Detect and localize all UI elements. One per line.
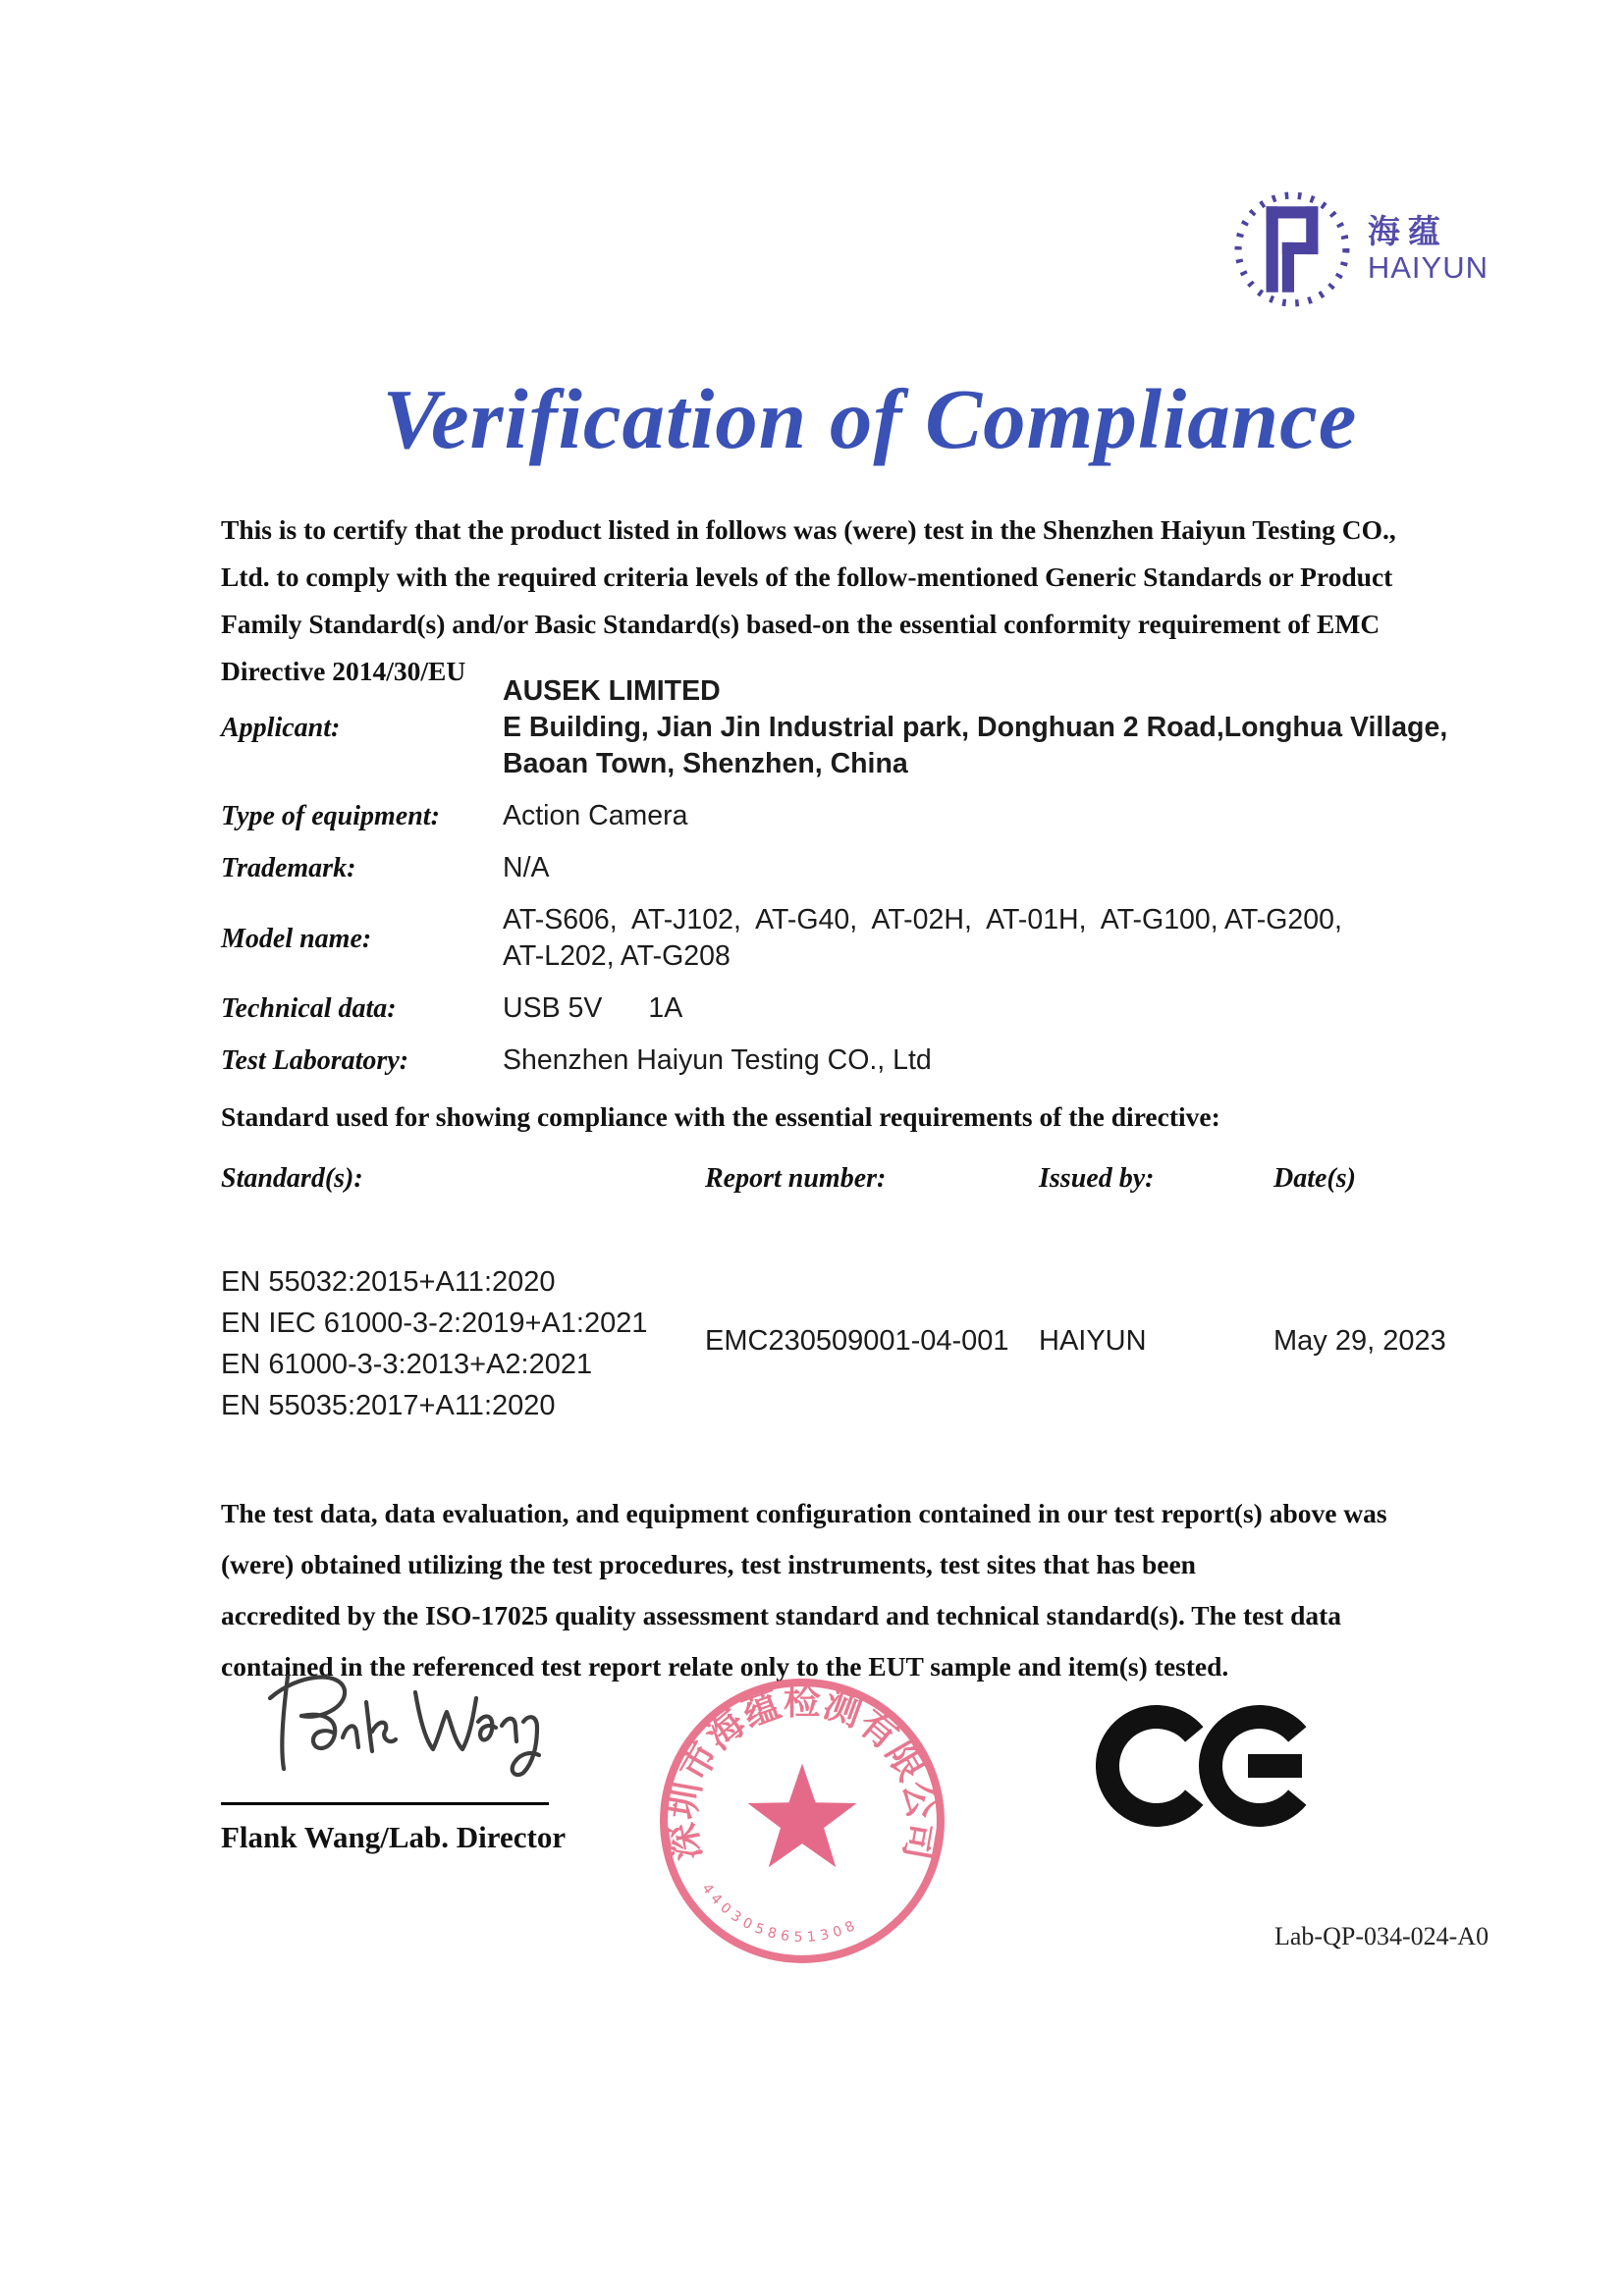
intro-line: This is to certify that the product listed in follows was (were) test in the Shenzhen Haiyun Testing CO.,: [221, 514, 1396, 545]
applicant-address-line: Baoan Town, Shenzhen, China: [503, 748, 908, 779]
standard-item: EN 61000-3-3:2013+A2:2021: [221, 1349, 593, 1380]
report-number-value: EMC230509001-04-001: [705, 1325, 1009, 1357]
technical-data-suffix: 1A: [648, 992, 683, 1024]
handwritten-signature-icon: [250, 1659, 555, 1796]
standards-table: [221, 1163, 1507, 1458]
standard-item: EN 55035:2017+A11:2020: [221, 1390, 556, 1421]
column-header-standards: Standard(s):: [221, 1163, 363, 1194]
standards-list: [221, 1261, 648, 1426]
field-test-laboratory: [221, 1042, 1507, 1079]
stamp-serial-number: 4403058651308: [698, 1881, 862, 1946]
standard-item: EN 55032:2015+A11:2020: [221, 1266, 556, 1298]
applicant-company: AUSEK LIMITED: [503, 675, 721, 707]
field-trademark: [221, 850, 1507, 886]
standards-heading: Standard used for showing compliance with the essential requirements of the directive:: [221, 1101, 1220, 1132]
trademark-label: Trademark:: [221, 853, 356, 883]
technical-data-prefix: USB 5V: [503, 992, 603, 1024]
model-name-label: Model name:: [221, 923, 372, 954]
model-name-value: [503, 902, 1342, 975]
intro-line: Family Standard(s) and/or Basic Standard(s) based-on the essential conformity requirement of EMC: [221, 609, 1380, 639]
closing-line: contained in the referenced test report relate only to the EUT sample and item(s) tested.: [221, 1651, 1229, 1682]
signature-line: [221, 1802, 549, 1805]
date-value: May 29, 2023: [1273, 1325, 1446, 1357]
logo-chinese-name: 海蕴: [1367, 212, 1448, 250]
field-model-name: [221, 902, 1507, 975]
column-header-issued-by: Issued by:: [1039, 1163, 1155, 1194]
closing-line: (were) obtained utilizing the test procedures, test instruments, test sites that has been: [221, 1549, 1196, 1579]
intro-paragraph: [221, 507, 1497, 695]
technical-data-value: [503, 990, 682, 1027]
applicant-address-line: E Building, Jian Jin Industrial park, Donghuan 2 Road,Longhua Village,: [503, 712, 1448, 743]
applicant-value: [503, 673, 1447, 782]
technical-data-label: Technical data:: [221, 993, 397, 1024]
standard-item: EN IEC 61000-3-2:2019+A1:2021: [221, 1308, 648, 1339]
document-number: Lab-QP-034-024-A0: [1274, 1922, 1489, 1950]
intro-line: Ltd. to comply with the required criteria levels of the follow-mentioned Generic Standards or Product: [221, 561, 1393, 592]
certificate-fields: [221, 673, 1507, 1095]
type-of-equipment-value: Action Camera: [503, 800, 688, 831]
trademark-value: N/A: [503, 852, 550, 883]
dc-voltage-symbol-icon: [610, 1003, 639, 1016]
haiyun-logo-icon: [1232, 189, 1352, 309]
field-type-of-equipment: [221, 798, 1507, 834]
applicant-label: Applicant:: [221, 713, 341, 743]
column-header-report-number: Report number:: [705, 1163, 887, 1194]
signatory-name-title: Flank Wang/Lab. Director: [221, 1820, 567, 1854]
intro-line: Directive 2014/30/EU: [221, 656, 466, 686]
test-laboratory-value: Shenzhen Haiyun Testing CO., Ltd: [503, 1044, 932, 1076]
logo-text: [1368, 214, 1489, 285]
field-technical-data: [221, 990, 1507, 1027]
closing-line: accredited by the ISO-17025 quality assessment standard and technical standard(s). The test data: [221, 1600, 1342, 1630]
model-name-line: AT-S606, AT-J102, AT-G40, AT-02H, AT-01H, AT-G100, AT-G200,: [503, 904, 1342, 935]
company-seal-stamp-icon: [654, 1673, 950, 1969]
ce-mark-icon: [1096, 1705, 1322, 1827]
field-applicant: [221, 673, 1507, 782]
company-logo: [1232, 189, 1489, 309]
stamp-ring-text: 深圳市海蕴检测有限公司: [660, 1680, 945, 1864]
issued-by-value: HAIYUN: [1039, 1325, 1147, 1357]
test-laboratory-label: Test Laboratory:: [221, 1045, 409, 1076]
model-name-line: AT-L202, AT-G208: [503, 940, 731, 972]
logo-latin-name: HAIYUN: [1367, 250, 1489, 285]
column-header-date: Date(s): [1273, 1163, 1356, 1194]
type-of-equipment-label: Type of equipment:: [221, 801, 440, 831]
closing-line: The test data, data evaluation, and equipment configuration contained in our test report(s) above was: [221, 1498, 1387, 1528]
page-title: Verification of Compliance: [382, 371, 1358, 466]
